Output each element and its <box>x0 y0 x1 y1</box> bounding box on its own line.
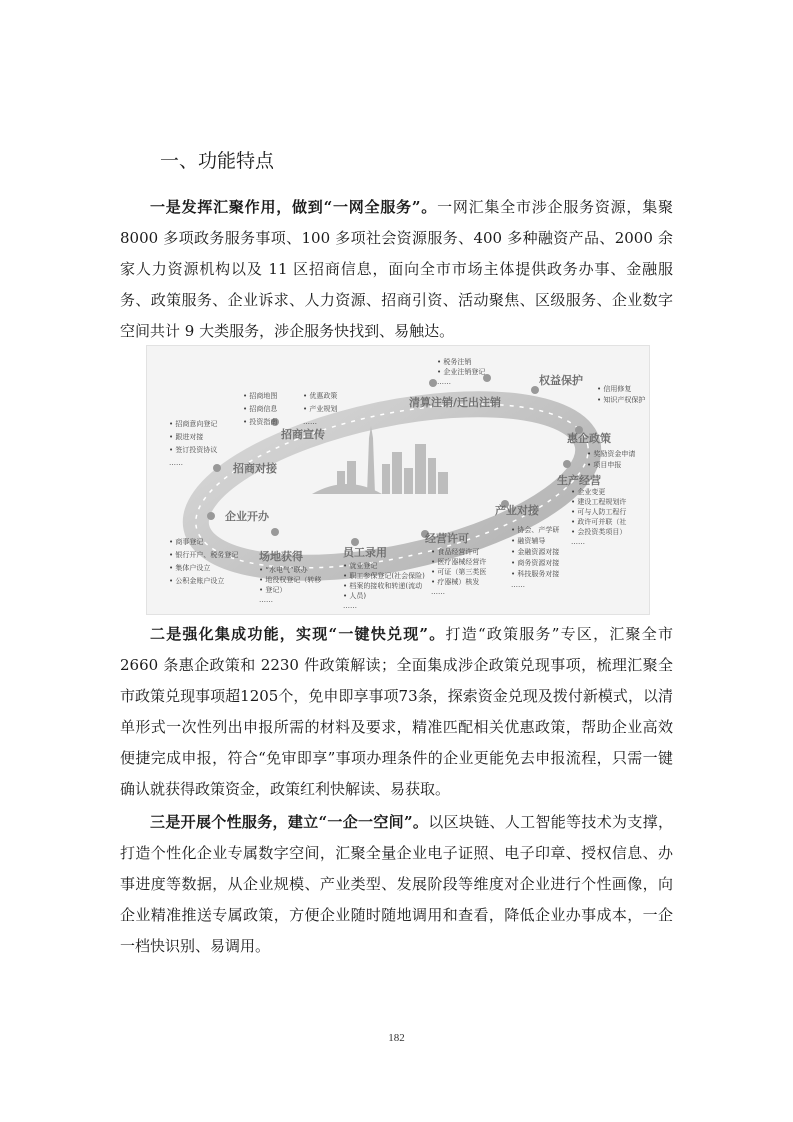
stage-label-yuangong: 员工录用 <box>343 546 387 559</box>
list-item: • 招商信息 <box>243 405 278 413</box>
stage-label-qingsuan: 清算注销/迁出注销 <box>409 396 502 409</box>
list-item: • 公积金账户设立 <box>169 577 225 585</box>
list-item: • 金融资源对接 <box>511 548 560 556</box>
list-zhaoshang-duijie <box>169 419 217 467</box>
paragraph-1 <box>120 192 673 347</box>
paragraph-2-body: 打造“政策服务”专区，汇聚全市 2660 条惠企政策和 2230 件政策解读；全面集成涉企政策兑现事项，梳理汇聚全市政策兑现事项超1205个，免申即享事项73条，探索资金兑现及拨付新模式，以清单形式一次性列出申报所需的材料及要求，精准匹配相关优惠政策，帮助企业高效便捷完成申报，符合“免审即享”事项办理条件的企业更能免去申报流程，只需一键确认就获得政策资金，政策红利快解读、易获取。 <box>120 625 673 798</box>
list-item: …… <box>169 459 183 467</box>
paragraph-3-lead: 三是开展个性服务，建立“一企一空间”。 <box>150 813 429 831</box>
stage-label-chanye: 产业对接 <box>495 504 539 517</box>
paragraph-1-body: 一网汇集全市涉企服务资源，集聚 8000 多项政务服务事项、100 多项社会资源服务、400 多种融资产品、2000 余家人力资源机构以及 11 区招商信息，面向全市市场主体提供政务办事、金融服务、政策服务、企业诉求、人力资源、招商引资、活动聚焦、区级服务、企业数字空间共计 9 大类服务，涉企服务快找到、易触达。 <box>120 198 673 340</box>
stage-label-quanyi: 权益保护 <box>539 374 583 387</box>
list-item: • 银行开户、税务登记 <box>169 551 239 559</box>
list-item: • 可证（第三类医 <box>431 568 487 576</box>
list-item: • 登记） <box>259 586 287 594</box>
stage-label-zhaoshang-duijie: 招商对接 <box>233 462 277 475</box>
section-heading: 一、功能特点 <box>160 150 275 172</box>
stage-label-huiqi: 惠企政策 <box>567 432 611 445</box>
list-item: • 可与人防工程行 <box>571 508 627 516</box>
list-jingying <box>431 547 486 596</box>
list-quanyi <box>597 384 645 404</box>
stage-label-jingying: 经营许可 <box>425 532 469 545</box>
service-cycle-diagram <box>147 346 649 614</box>
list-item: • 会投资类项目） <box>571 528 627 536</box>
list-item: • 跟进对接 <box>169 433 204 441</box>
list-item: • 就业登记 <box>343 562 378 570</box>
list-item: • 档案的接收和转递(流动 <box>343 582 423 590</box>
service-cycle-figure <box>146 345 650 615</box>
list-item: …… <box>437 378 451 386</box>
list-item: • “水电气”联办 <box>259 566 308 574</box>
list-item: • 产业规划 <box>303 405 338 413</box>
stage-label-changdi: 场地获得 <box>259 550 303 563</box>
list-item: • 信用修复 <box>597 385 632 393</box>
paragraph-1-lead: 一是发挥汇聚作用，做到“一网全服务”。 <box>150 198 438 216</box>
list-item: …… <box>303 418 317 426</box>
list-qingsuan <box>437 357 485 386</box>
page-number: 182 <box>388 1032 405 1044</box>
list-item: • 招商意向登记 <box>169 420 218 428</box>
list-item: • 商务资源对接 <box>511 559 560 567</box>
list-item: • 建设工程规划许 <box>571 498 627 506</box>
list-item: • 疗器械）核发 <box>431 578 480 586</box>
list-item: • 企业注销登记 <box>437 368 486 376</box>
list-chanye <box>511 525 559 589</box>
list-item: • 食品经营许可 <box>431 548 480 556</box>
list-item: • 项目申报 <box>587 461 622 469</box>
list-zhaoshang-xuanchuan-a <box>243 391 278 426</box>
stage-label-zhaoshang-xuanchuan: 招商宣传 <box>281 428 325 441</box>
list-item: • 知识产权保护 <box>597 396 646 404</box>
list-item: • 投资指南 <box>243 418 278 426</box>
list-item: • 协会、产学研 <box>511 526 560 534</box>
list-item: • 政许可并联（社 <box>571 518 627 526</box>
list-item: • 优惠政策 <box>303 392 338 400</box>
stage-label-kaiban: 企业开办 <box>225 510 269 523</box>
paragraph-3 <box>120 807 673 962</box>
paragraph-2 <box>120 619 673 805</box>
list-item: • 科技服务对接 <box>511 570 560 578</box>
list-item: …… <box>511 581 525 589</box>
stage-label-shengchan: 生产经营 <box>557 474 601 487</box>
list-item: …… <box>431 588 445 596</box>
list-shengchan <box>571 487 626 546</box>
list-item: …… <box>343 602 357 610</box>
list-item: • 商事登记 <box>169 538 204 546</box>
list-item: • 集体户设立 <box>169 564 211 572</box>
list-item: • 企业变更 <box>571 488 606 496</box>
list-item: …… <box>571 538 585 546</box>
list-item: • 融资辅导 <box>511 537 546 545</box>
paragraph-2-lead: 二是强化集成功能，实现“一键快兑现”。 <box>150 625 446 643</box>
list-item: • 招商地图 <box>243 392 278 400</box>
list-item: • 签订投资协议 <box>169 446 218 454</box>
list-item: • 职工参保登记(社会保险) <box>343 572 425 580</box>
list-item: • 人员) <box>343 592 367 600</box>
paragraph-3-body: 以区块链、人工智能等技术为支撑，打造个性化企业专属数字空间，汇聚全量企业电子证照、电子印章、授权信息、办事进度等数据，从企业规模、产业类型、发展阶段等维度对企业进行个性画像，向企业精准推送专属政策，方便企业随时随地调用和查看，降低企业办事成本，一企一档快识别、易调用。 <box>120 813 673 955</box>
list-item: • 税务注销 <box>437 358 472 366</box>
list-item: • 地役权登记（转移 <box>259 576 322 584</box>
list-item: …… <box>259 596 273 604</box>
list-item: • 奖励资金申请 <box>587 450 636 458</box>
list-item: • 医疗器械经营许 <box>431 558 487 566</box>
